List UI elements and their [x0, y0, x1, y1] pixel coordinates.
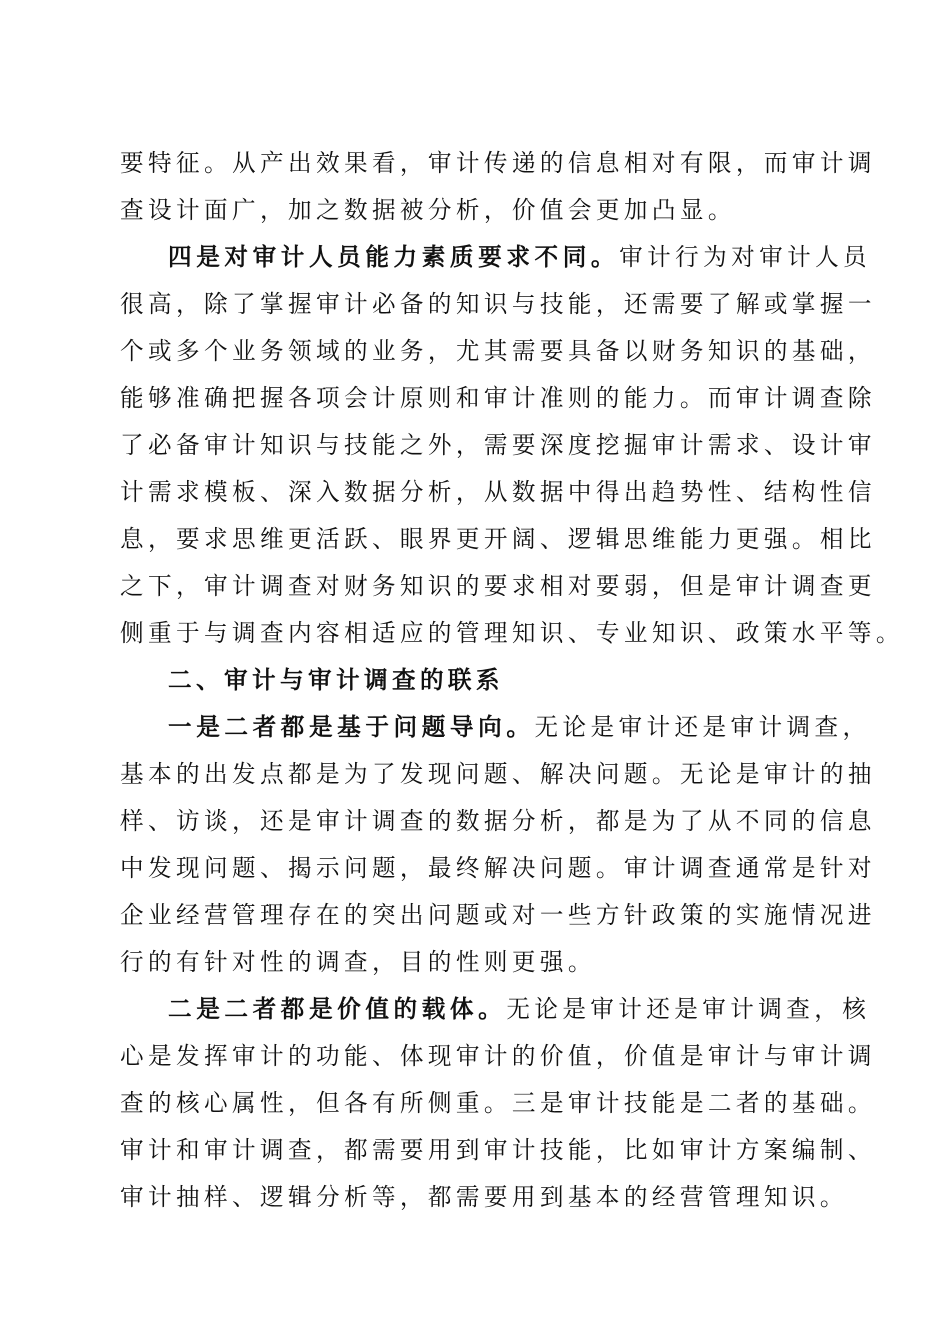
body-text-line: 息，要求思维更活跃、眼界更开阔、逻辑思维能力更强。相比 [120, 525, 876, 553]
body-text-line: 要特征。从产出效果看，审计传递的信息相对有限，而审计调 [120, 149, 876, 177]
body-text-line: 心是发挥审计的功能、体现审计的价值，价值是审计与审计调 [120, 1042, 876, 1070]
paragraph-first-line-text: 无论是审计还是审计调查，核 [506, 995, 871, 1023]
paragraph-first-line-text: 无论是审计还是审计调查， [534, 713, 871, 741]
body-text-line: 侧重于与调查内容相适应的管理知识、专业知识、政策水平等。 [120, 619, 904, 647]
body-text-line: 中发现问题、揭示问题，最终解决问题。审计调查通常是针对 [120, 854, 876, 882]
body-text-line: 行的有针对性的调查，目的性则更强。 [120, 948, 596, 976]
body-text-line: 审计和审计调查，都需要用到审计技能，比如审计方案编制、 [120, 1136, 876, 1164]
body-text-line: 计需求模板、深入数据分析，从数据中得出趋势性、结构性信 [120, 478, 876, 506]
body-text-line: 能够准确把握各项会计原则和审计准则的能力。而审计调查除 [120, 384, 876, 412]
body-text-line: 查设计面广，加之数据被分析，价值会更加凸显。 [120, 196, 736, 224]
paragraph-first-line [120, 704, 871, 751]
paragraph-lead-phrase: 二是二者都是价值的载体。 [168, 995, 507, 1023]
document-page [120, 140, 904, 1221]
section-heading: 二、审计与审计调查的联系 [168, 666, 504, 694]
paragraph-first-line [120, 234, 872, 281]
body-text-line: 审计抽样、逻辑分析等，都需要用到基本的经营管理知识。 [120, 1183, 848, 1211]
body-text-line: 企业经营管理存在的突出问题或对一些方针政策的实施情况进 [120, 901, 876, 929]
paragraph-first-line-text: 审计行为对审计人员 [619, 243, 872, 271]
paragraph-lead-phrase: 一是二者都是基于问题导向。 [168, 713, 535, 741]
body-text-line: 之下，审计调查对财务知识的要求相对要弱，但是审计调查更 [120, 572, 876, 600]
body-text-line: 很高，除了掌握审计必备的知识与技能，还需要了解或掌握一 [120, 290, 876, 318]
body-text-line: 基本的出发点都是为了发现问题、解决问题。无论是审计的抽 [120, 760, 876, 788]
body-text-line: 个或多个业务领域的业务，尤其需要具备以财务知识的基础， [120, 337, 876, 365]
paragraph-lead-phrase: 四是对审计人员能力素质要求不同。 [168, 243, 620, 271]
paragraph-first-line [120, 986, 871, 1033]
body-text-line: 查的核心属性，但各有所侧重。三是审计技能是二者的基础。 [120, 1089, 876, 1117]
body-text-line: 了必备审计知识与技能之外，需要深度挖掘审计需求、设计审 [120, 431, 876, 459]
body-text-line: 样、访谈，还是审计调查的数据分析，都是为了从不同的信息 [120, 807, 876, 835]
